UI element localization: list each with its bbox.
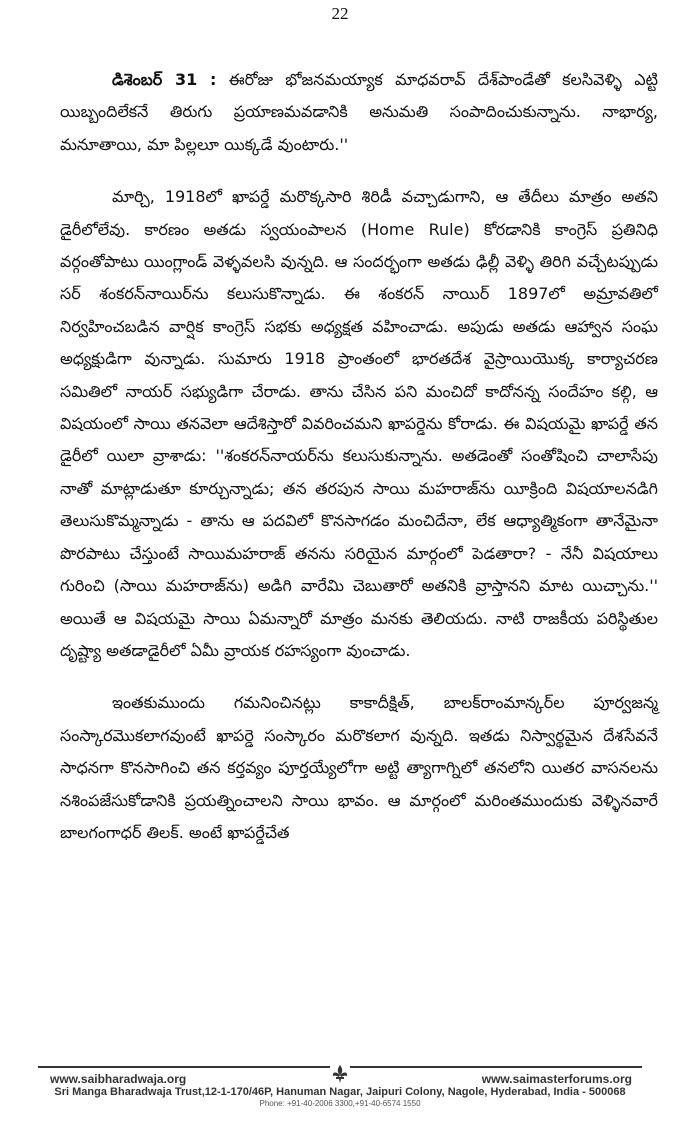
paragraph-march-1918: మార్చి, 1918లో ఖాపర్డే మరొక్కసారి శిరిడీ వచ్చాడుగాని, ఆ తేదీలు మాత్రం అతని డైరీలోలేవు. కారణం అతడు స్వయంపాలన (Home Rule) కోరడానికి కాంగ్రెస్ ప్రతినిధి వర్గంతోపాటు యింగ్లాండ్ వెళ్ళవలసి వున్నది. ఆ సందర్భంగా అతడు ఢిల్లీ వెళ్ళి తిరిగి వచ్చేటప్పుడు సర్ శంకరన్‌నాయిర్‌ను కలుసుకొన్నాడు. ఈ శంకరన్ నాయిర్ 1897లో అమ్రావతిలో నిర్వహించబడిన వార్షిక కాంగ్రెస్ సభకు అధ్యక్షత వహించాడు. అపుడు అతడు ఆహ్వాన సంఘ అధ్యక్షుడిగా వున్నాడు. సుమారు 1918 ప్రాంతంలో భారతదేశ వైస్రాయియొక్క కార్యాచరణ సమితిలో నాయర్ సభ్యుడిగా చేరాడు. తాను చేసిన పని మంచిదో కాదోనన్న సందేహం కల్గి, ఆ విషయంలో సాయి తనవెలా ఆదేశిస్తారో వివరించమని ఖాపర్డెను కోరాడు. ఈ విషయమై ఖాపర్డే తన డైరీలో యిలా వ్రాశాడు: ''శంకరన్‌నాయర్‌ను కలుసుకున్నాను. అతడెంతో సంతోషించి చాలాసేపు నాతో మాట్లాడుతూ కూర్చున్నాడు; తన తరపున సాయి మహరాజ్‌ను యీక్రింది విషయాలనడిగి తెలుసుకొమ్మన్నాడు - తాను ఆ పదవిలో కొనసాగడం మంచిదేనా, లేక ఆధ్యాత్మికంగా తానేమైనా పొరపాటు చేస్తుంటే సాయిమహరాజ్ తనను సరియైన మార్గంలో పెడతారా? - నేనీ విషయాలు గురించి (సాయి మహరాజ్‌ను) అడిగి వారేమి చెబుతారో అతనికి వ్రాస్తానని మాట యిచ్చాను.'' అయితే ఆ విషయమై సాయి ఏమన్నారో మాత్రం మనకు తెలియదు. నాటి రాజకీయ పరిస్థితుల దృష్ట్యా అతడాడైరీలో ఏమీ వ్రాయక రహస్యంగా వుంచాడు. — [60, 187, 658, 660]
footer-phone: Phone: +91-40-2006 3300,+91-40-6574 1550 — [259, 1099, 421, 1108]
footer-left-url[interactable]: www.saibharadwaja.org — [46, 1072, 190, 1086]
fleur-de-lis-icon — [330, 1064, 350, 1084]
document-body — [60, 64, 658, 869]
page-footer — [38, 1066, 642, 1112]
footer-right-url[interactable]: www.saimasterforums.org — [478, 1072, 636, 1086]
footer-address: Sri Manga Bharadwaja Trust,12-1-170/46P, Hanuman Nagar, Jaipuri Colony, Nagole, Hyderabad, India - 500068 — [54, 1086, 626, 1098]
diary-entry-text: ఈరోజు భోజనమయ్యాక మాధవరావ్ దేశ్‌పాండేతో కలసివెళ్ళి ఎట్టి యిబ్బందిలేకనే తిరుగు ప్రయాణమవడానికి అనుమతి సంపాదించుకున్నాను. నాభార్య, మనూతాయి, మా పిల్లలూ యిక్కడే వుంటారు.'' — [60, 70, 658, 154]
paragraph-diary-entry — [60, 64, 658, 161]
page-number: 22 — [331, 4, 349, 23]
paragraph-samskara: ఇంతకుముందు గమనించినట్లు కాకాదీక్షిత్, బాలక్‌రాంమాన్కర్‌ల పూర్వజన్మ సంస్కారమొకలాగవుంటే ఖాపర్డె సంస్కారం మరొకలాగ వున్నది. ఇతడు నిస్వార్థమైన దేశసేవనే సాధనగా కొనసాగించి తన కర్తవ్యం పూర్తయ్యేలోగా అట్టి త్యాగాగ్నిలో తనలోని యితర వాసనలను నశింపజేసుకోడానికి ప్రయత్నించాలని సాయి భావం. ఆ మార్గంలో మరింతముందుకు వెళ్ళినవారే బాలగంగాధర్ తిలక్. అంటే ఖాపర్డేచేత — [60, 693, 658, 842]
diary-date: డిశెంబర్ 31 : — [112, 70, 217, 89]
